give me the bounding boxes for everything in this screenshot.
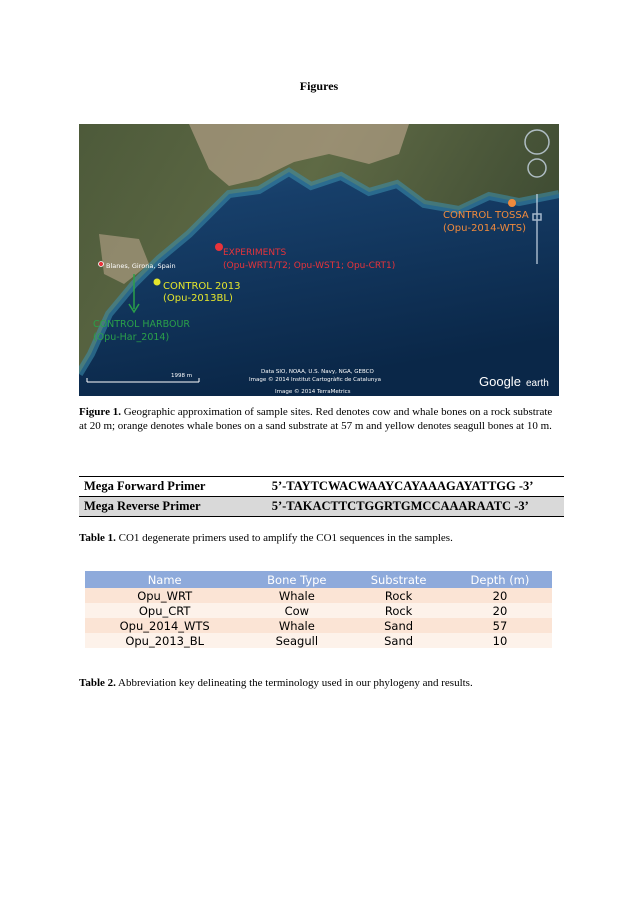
column-header-depth: Depth (m) <box>448 571 552 588</box>
cell-bone-type: Cow <box>244 603 349 618</box>
cell-substrate: Rock <box>349 603 448 618</box>
figure1-caption <box>79 405 561 433</box>
svg-text:CONTROL TOSSA: CONTROL TOSSA <box>443 210 529 221</box>
svg-text:Data SIO, NOAA, U.S. Navy, NGA: Data SIO, NOAA, U.S. Navy, NGA, GEBCO <box>261 369 374 375</box>
svg-text:Image © 2014 Institut Cartogrà: Image © 2014 Institut Cartogràfic de Catalunya <box>249 377 382 383</box>
abbreviation-table <box>85 571 552 648</box>
primer-row <box>79 477 564 497</box>
svg-text:Google: Google <box>479 374 521 389</box>
satellite-map <box>79 124 559 396</box>
table2-caption <box>79 676 561 690</box>
figure1-label: Figure 1. <box>79 406 121 418</box>
cell-bone-type: Whale <box>244 618 349 633</box>
table1-caption <box>79 531 561 545</box>
cell-substrate: Sand <box>349 618 448 633</box>
svg-text:earth: earth <box>526 378 549 389</box>
column-header-bone-type: Bone Type <box>244 571 349 588</box>
svg-text:(Opu-2013BL): (Opu-2013BL) <box>163 293 233 304</box>
table-row <box>85 633 552 648</box>
svg-text:CONTROL 2013: CONTROL 2013 <box>163 281 241 292</box>
table1-text: CO1 degenerate primers used to amplify the CO1 sequences in the samples. <box>115 532 453 544</box>
primer-row <box>79 497 564 517</box>
table-row <box>85 603 552 618</box>
table2-text: Abbreviation key delineating the terminology used in our phylogeny and results. <box>115 677 473 689</box>
cell-bone-type: Whale <box>244 588 349 603</box>
primer-table <box>79 476 564 517</box>
primer-sequence: 5’-TAKACTTCTGGRTGMCCAAARAATC -3’ <box>222 497 564 517</box>
svg-text:(Opu-2014-WTS): (Opu-2014-WTS) <box>443 223 526 234</box>
cell-name: Opu_2014_WTS <box>85 618 244 633</box>
column-header-name: Name <box>85 571 244 588</box>
page-heading: Figures <box>299 79 339 93</box>
cell-name: Opu_2013_BL <box>85 633 244 648</box>
marker-control-2013 <box>154 279 241 305</box>
cell-substrate: Rock <box>349 588 448 603</box>
svg-text:Blanes, Girona, Spain: Blanes, Girona, Spain <box>106 262 176 270</box>
table1-label: Table 1. <box>79 532 116 544</box>
svg-text:1998 m: 1998 m <box>171 373 193 379</box>
table-row <box>85 588 552 603</box>
cell-name: Opu_WRT <box>85 588 244 603</box>
primer-name: Mega Forward Primer <box>79 477 222 497</box>
svg-text:EXPERIMENTS: EXPERIMENTS <box>223 248 287 258</box>
cell-bone-type: Seagull <box>244 633 349 648</box>
column-header-substrate: Substrate <box>349 571 448 588</box>
primer-name: Mega Reverse Primer <box>79 497 222 517</box>
svg-text:(Opu-Har_2014): (Opu-Har_2014) <box>93 332 170 343</box>
abbreviation-header-row <box>85 571 552 588</box>
svg-text:CONTROL HARBOUR: CONTROL HARBOUR <box>93 319 191 330</box>
table-row <box>85 618 552 633</box>
cell-depth: 57 <box>448 618 552 633</box>
svg-text:(Opu-WRT1/T2; Opu-WST1; Opu-CR: (Opu-WRT1/T2; Opu-WST1; Opu-CRT1) <box>223 261 396 271</box>
table2-label: Table 2. <box>79 677 116 689</box>
marker-blanes-town <box>99 262 176 271</box>
cell-depth: 10 <box>448 633 552 648</box>
figure1-text: Geographic approximation of sample sites. Red denotes cow and whale bones on a rock substrate at 20 m; orange denotes whale bones on a sand substrate at 57 m and yellow denotes seagull bones at 10 m. <box>79 406 553 432</box>
primer-sequence: 5’-TAYTCWACWAAYCAYAAAGAYATTGG -3’ <box>222 477 564 497</box>
cell-substrate: Sand <box>349 633 448 648</box>
cell-depth: 20 <box>448 603 552 618</box>
cell-name: Opu_CRT <box>85 603 244 618</box>
svg-text:Image © 2014 TerraMetrics: Image © 2014 TerraMetrics <box>275 389 351 395</box>
cell-depth: 20 <box>448 588 552 603</box>
